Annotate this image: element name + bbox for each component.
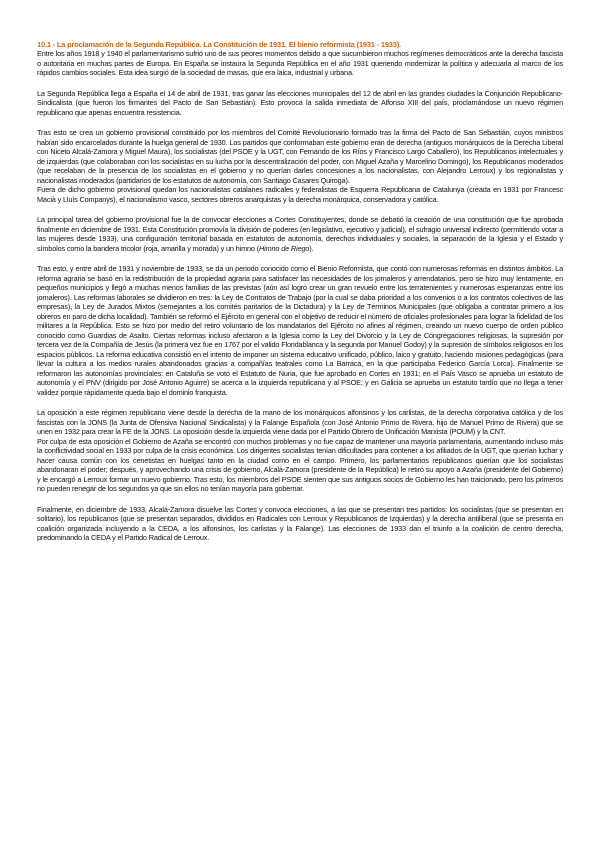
anthem-name: Himno de Riego <box>258 243 310 253</box>
paragraph-azana-government: Por culpa de esta oposición el Gobierno de Azaña se encontró con muchos problemas y no fue capaz de mantener una mayoría parlamentaria, aumentando incluso más la conflictividad social en 1933 por culpa de la crisis económica. Los dirigentes socialistas tenían dificultades para contener a los afiliados de la UGT, que querían luchar y hacer causa común con los cenetistas en huelgas tanto en la ciudad como en el campo. Primero, los parlamentarios republicanos querían que los socialistas abandonaran el poder; después, y aprovechando una crisis de gobierno, Alcalá-Zamora (presidente de la República) le retiró su apoyo a Azaña (presidente del Gobierno) y le encargó a Lerroux formar un nuevo gobierno. Tras esto, los miembros del PSOE sienten que sus antiguos socios de Gobierno les han traicionado, pero los primeros no pueden renegar de los segundos ya que sin ellos no tenían mayoría para gobernar. <box>37 436 563 494</box>
paragraph-reformist-biennium: Tras esto, y entre abril de 1931 y noviembre de 1933, se da un periodo conocido como el Bienio Reformista, que contó con numerosas reformas en distintos ámbitos. La reforma agraria se basó en la redistribución de la propiedad agraria para satisfacer las necesidades de los jornaleros y arrendatarios, pero se hizo muy lentamente, en pequeños municipios y llegó a muchas menos familias de las previstas (aún así logró crear un gran revuelo entre los terratenientes y numerosas esperanzas entre los jornaleros). Las reformas laborales se dividieron en tres: la Ley de Contratos de Trabajo (por la cual se daba prioridad a los convenios o a los contratos colectivos de las empresas), la Ley de Jurados Mixtos (semejantes a los comités paritarios de la Dictadura) y la Ley de Términos Municipales (que obligaba a contratar primero a los obreros en paro de dicha localidad). También se reformó el Ejército en general con el objetivo de reducir el número de oficiales profesionales para lograr la fidelidad de los militares a la República. Esto se hizo por medio del retiro voluntario de los mandatarios del Ejército no afines al régimen, creando un nuevo cuerpo de orden público conocido como Guardias de Asalto. Ciertas reformas incluso afectaron a la Iglesia como la Ley del Divorcio y la Ley de Congregaciones religiosas, la supresión por tercera vez de la Compañía de Jesús (la primera vez fue en 1767 por el valido Floridablanca y la segunda por Manuel Godoy) y la supresión de símbolos religiosos en los espacios públicos. La reforma educativa consistió en el intento de imponer un sistema educativo unificado, público, laico y gratuito, haciendo misiones pedagógicas (para llevar la cultura a los medios rurales abandonados gracias a compañías teatrales como La Barraca, en la que participaba Federico García Lorca). Finalmente se reformaron las autonomías provinciales: en Cataluña se votó el Estatuto de Nuria, que fue aprobado en Cortes en 1931; en el País Vasco se aprueba un estatuto de autonomía y el PNV (dirigido por José Antonio Aguirre) se acerca a la izquierda republicana y al PSOE; y en Galicia se aprueba un estatuto tardío que no llega a tener validez porque rápidamente queda bajo el dominio franquista. <box>37 264 563 397</box>
paragraph-outside-government: Fuera de dicho gobierno provisional quedan los nacionalistas catalanes radicales y federalistas de Esquerra Republicana de Catalunya (creada en 1931 por Francesc Macià y Lluís Companys), el nacionalismo vasco, sectores obreros anarquistas y la derecha monárquica, conservadora y católica. <box>37 185 563 204</box>
section-title: 10.1 - La proclamación de la Segunda República. La Constitución de 1931. El bienio reformista (1931 - 1933). <box>37 40 401 49</box>
paragraph-elections-1933: Finalmente, en diciembre de 1933, Alcalá-Zamora disuelve las Cortes y convoca elecciones, a las que se presentan tres partidos: los socialistas (que se presentan en solitario), los republicanos (que se presentan separados, divididos en Radicales con Lerroux y Republicanos de Izquierdas) y la derecha antiliberal (que se presenta en coalición organizada incluyendo a la CEDA, a los alfonsinos, los carlistas y la Falange). Las elecciones de 1933 dan el triunfo a la coalición de centro derecha, predominando la CEDA y el Partido Radical de Lerroux. <box>37 504 563 543</box>
paragraph-proclamation: La Segunda República llega a España el 14 de abril de 1931, tras ganar las elecciones municipales del 12 de abril en las grandes ciudades la Conjunción Republicano-Sindicalista (que fueron los firmantes del Pacto de San Sebastián). Esto provoca la salida inmediata de Alfonso XIII del país, proclamándose un nuevo régimen republicano que apenas encuentra resistencia. <box>37 88 563 117</box>
paragraph-intro: Entre los años 1918 y 1940 el parlamentarismo sufrió uno de sus peores momentos debido a que sucumbieron muchos regímenes democráticos ante la derecha fascista o autoritaria en muchas partes de Europa. En España se instaura la Segunda República en el año 1931 queriendo modernizar la política y adecuarla al marco de los rápidos cambios sociales. Esta idea surgió de la sociedad de masas, que era laica, industrial y urbana. <box>37 49 563 78</box>
anthem-suffix: ). <box>309 243 314 253</box>
paragraph-provisional-government: Tras esto se crea un gobierno provisional constituido por los miembros del Comité Revolucionario formado tras la firma del Pacto de San Sebastián, cuyos ministros habían sido encarcelados durante la huelga general de 1930. Los partidos que conformaban este gobierno eran de derecha (antiguos monárquicos de la Derecha Liberal con Niceto Alcalá-Zamora y Miguel Maura), los socialistas (del PSOE y la UGT, con Fernando de los Ríos y Francisco Largo Caballero), los Republicanos intelectuales y de izquierdas (que colaboraban con los socialistas en su lucha por la descentralización del poder, con Miguel Azaña y Marcelino Domingo), los Republicanos moderados (que recelaban de la presencia de los socialistas en el gobierno y no querían darles concesiones a los nacionalistas, con Alejandro Lerroux) y los regionalistas y nacionalistas moderados (partidarios de los estatutos de autonomía, con Santiago Casares Quiroga). <box>37 128 563 185</box>
paragraph-constitution <box>37 215 563 253</box>
paragraph-opposition: La oposición a este régimen republicano viene desde la derecha de la mano de los monárquicos alfonsinos y los carlistas, de la derecha corporativa católica y de los fascistas con la JONS (la Junta de Ofensiva Nacional Sindicalista) y la Falange Española (con José Antonio Primo de Rivera, hijo de Manuel Primo de Rivera) que se unen en 1932 para crear la FE de la JONS. La oposición desde la izquierda viene dada por el Partido Obrero de Unificación Marxista (POUM) y la CNT. <box>37 408 563 437</box>
constitution-text: La principal tarea del gobierno provisional fue la de convocar elecciones a Cortes Constituyentes, donde se debatió la creación de una constitución que fue aprobada finalmente en diciembre de 1931. Esta Constitución promovía la división de poderes (en legislativo, ejecutivo y judicial), el sufragio universal indirecto (permitiendo votar a las mujeres desde 1933), una configuración territorial basada en estatutos de autonomía, derechos individuales y sociales, la separación de la Iglesia y el Estado y símbolos como la bandera tricolor (roja, amarilla y morada) y un himno ( <box>37 215 563 253</box>
